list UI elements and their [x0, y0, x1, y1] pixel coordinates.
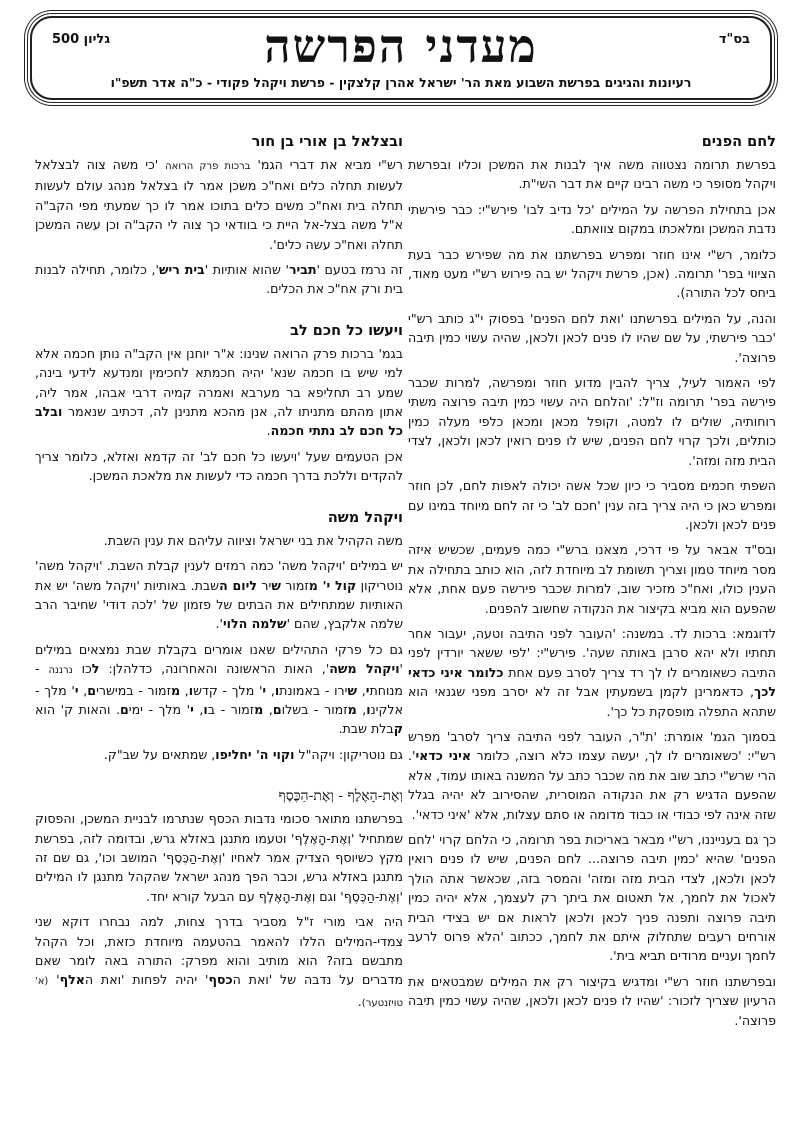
- issue-number: גליון 500: [52, 32, 111, 47]
- text-run: - מנוחת: [35, 661, 403, 698]
- bold-text: ו: [366, 701, 371, 717]
- left-column: [35, 132, 403, 1035]
- bold-text: ם: [87, 682, 97, 698]
- paragraph: [35, 447, 403, 486]
- small-text: נרננה: [48, 665, 73, 677]
- bold-text: י: [262, 682, 267, 698]
- article-section: [35, 786, 403, 1013]
- masthead-frame: [30, 16, 772, 100]
- paragraph: [35, 912, 403, 1013]
- bold-text: ם: [272, 701, 282, 717]
- text-run: זמור: [280, 577, 309, 593]
- text-run: בסמוך הגמ' אומרת: 'ת"ר, העובר לפני התיבה צריך לסרב' מפרש רש"י: 'כשאומרים לו לך, יעשה עצמו כלא רוצה, כלומר: [408, 728, 776, 764]
- bold-text: ו: [188, 682, 194, 698]
- bold-text: י: [74, 682, 79, 698]
- paragraph: [408, 155, 776, 194]
- paragraph: [35, 640, 403, 739]
- bsd-mark: בס"ד: [718, 32, 750, 47]
- text-run: . והאות ק' הוא: [35, 701, 120, 717]
- text-run: שבת. באותיות 'ויקהל משה' יש את האותיות שמתחילים את הבתים של פזמון של 'לכה דודי' שחיבר הרב שלמה אלקבץ, שהם ': [35, 577, 403, 632]
- bold-text: שלמה הלוי: [222, 616, 287, 632]
- text-run: היה אבי מורי ז"ל מסביר בדרך צחות, למה נבחרו דוקא שני צמדי-המילים הללו להאמר בהטעמה מיוחדת כזאת, וכל הקהל מתבשם בזה? הוא מותיב והוא מפרק: התורה באה לומר שאם מדברים על נדבה של 'ואת ה: [35, 914, 403, 988]
- text-run: ,: [193, 701, 204, 717]
- text-run: ,: [356, 701, 367, 717]
- text-run: גם כל פרקי התהילים שאנו אומרים בקבלת שבת נמצאים במילים ': [35, 641, 403, 677]
- text-run: יש במילים 'ויקהל משה' כמה רמזים לענין קבלת השבת. 'ויקהל משה' נוטריקון: [35, 558, 404, 593]
- bold-text: כסף: [208, 972, 233, 988]
- paragraph: [35, 260, 403, 299]
- paragraph: [35, 531, 403, 550]
- text-run: בגמ' ברכות פרק הרואה שנינו: א"ר יוחנן אין הקב"ה נותן חכמה אלא למי שיש בו חכמה שנא' יהיה חכמתא לחכימין ומנדעא לידעי בינה, שמע רב תחליפא בר מערבא ואמרה קמיה דרבי אבהו, אמר ליה, אתון מהתם מתניתו לה, אנן מהכא מתנינן לה, דכתיב שנאמר: [35, 345, 403, 420]
- text-run: ', כלומר, תחילה לבנות בית ורק אח"כ את הכלים.: [35, 262, 403, 297]
- text-run: ' מלך - אלקינ: [35, 682, 403, 717]
- section-title: ויעשו כל חכם לב: [290, 322, 403, 339]
- text-run: '.: [215, 616, 223, 632]
- text-run: ' מלך - קדש: [193, 682, 263, 698]
- text-run: אכן בתחילת הפרשה על המילים 'כל נדיב לבו' פירש"י: כבר פירשתי נדבת המשכן ומלאכתו במקום צוואתם.: [408, 201, 776, 237]
- text-run: לפי האמור לעיל, צריך להבין מדוע חוזר ומפרשה, למרות שכבר פירשה בפר' תרומה וז"ל: 'והלחם היה עשוי כמין תיבה פרוצה משתי רוחותיה, שולים לו למטה, וקופל מכאן ומכאן כלפי מעלה כמין כותלים, ולכך קרוי לחם הפנים, שיש לו פנים רואין לכאן ולכאן, לצדי הבית מזה ומזה'.: [408, 375, 776, 468]
- text-run: כלומר, רש"י אינו חוזר ומפרש בפרשתנו את מה שפירש כבר בעת הציווי בפר' תרומה. (אכן, פרשת ויקהל יש בה פירוש רש"י מעט מאוד, ביחס לכל התורה).: [408, 246, 776, 301]
- paragraph: [35, 809, 403, 906]
- small-text: ברכות פרק הרואה: [165, 161, 251, 172]
- text-run: זמור - בשלו: [281, 701, 348, 717]
- bold-text: כלומר איני כדאי לכך: [408, 664, 776, 700]
- bold-text: מ: [170, 682, 181, 698]
- bold-text: ם: [119, 701, 129, 717]
- bold-text: ש: [271, 577, 281, 593]
- bold-text: קול י' מ: [308, 577, 357, 593]
- article-section: [35, 132, 403, 299]
- text-run: ובס"ד אבאר על פי דרכי, מצאנו ברש"י כמה פעמים, שכשיש איזה מסר מיוחד טמון וצריך תשומת לב מיוחדת לזה, הוא כותב בתחילה את הענין כולו, ואח"כ מזכיר שוב, למרות שכבר פירשה פעם אחת, אלא שהפעם הוא מביא בקיצור את הנקודה שחשוב להפנים.: [408, 542, 776, 616]
- text-run: בפרשת תרומה נצטווה משה איך לבנות את המשכן וכליו ובפרשת ויקהל מסופר כי משה רבינו קיים את דבר השי"ת.: [408, 157, 776, 192]
- paragraph: [35, 344, 403, 441]
- text-run: .: [266, 423, 271, 439]
- text-run: זה נרמז בטעם ': [316, 262, 404, 278]
- text-run: רש"י מביא את דברי הגמ': [250, 157, 403, 172]
- paragraph: [408, 245, 776, 303]
- paragraph: [408, 624, 776, 721]
- text-run: ': [48, 972, 60, 988]
- text-run: אכן הטעמים שעל 'ויעשו כל חכם לב' זה קדמא ואזלא, כלומר צריך להקדים וללכת בדרך חכמה כדי לעשות את מלאכת המשכן.: [35, 448, 403, 484]
- text-run: , שמתאים על שב"ק.: [103, 746, 216, 762]
- text-run: ירו - באמונת: [279, 682, 348, 698]
- text-run: ', האות הראשונה והאחרונה, כדלהלן:: [99, 661, 330, 677]
- page-title: מעדני הפרשה: [264, 19, 538, 73]
- text-run: , כדאמרינן לקמן בשמעתין אבל זה לא יסרב מפני שגנאי הוא שתהא התפלה מופסקת כל כך'.: [408, 684, 776, 719]
- paragraph: [408, 476, 776, 534]
- bold-text: תביר: [288, 262, 317, 278]
- paragraph: [408, 972, 776, 1030]
- text-run: '. הרי שרש"י כתב שוב את מה שכבר כתב על המשנה באותו עמוד, אלא שהפעם הדגיש רק את הנקודה המוסרית, שהסירוב לא יהיה בגלל שזה אינה לפי כבודי או כבוד מדומה או סתם עצלות, אלא 'איני כדאי'.: [408, 748, 776, 822]
- page-subtitle: רעיונות והגיגים בפרשת השבוע מאת הר' ישראל אהרן קלצקין - פרשת ויקהל פקודי - כ"ה אדר תשפ"ו: [110, 75, 692, 90]
- bold-text: מ: [254, 701, 264, 717]
- text-run: בפרשתנו מתואר סכומי נדבות הכסף שנתרמו לבניית המשכן, והפסוק שמתחיל 'וְאֶת-הָאֶלֶף' וטעמו מתנגן באזלא גרש, ובדומה לזה, בפרשת מקץ כשיוסף הצדיק אמר לאחיו 'וְאֶת-הַכֶּסֶף' המושב וכו', גם שם זה מתנגן באזלא גרש, וכבר הפך מנהג ישראל שהקהל מתנגן לו המילים 'וְאֶת-הַכֶּסֶף' וגם וְאֶת-הָאֶלֶף עם הבעל קורא יחד.: [35, 811, 403, 904]
- text-run: והנה, על המילים בפרשתנו 'ואת לחם הפנים' בפסוק י"ג כותב רש"י 'כבר פירשתי, על שם שהיו לו פנים לכאן ולכאן, שהיה עשוי כמין תיבה פרוצה'.: [408, 310, 776, 365]
- text-run: .: [357, 993, 362, 1009]
- bold-text: ובלב כל חכם לב נתתי חכמה: [35, 404, 403, 439]
- bold-text: אלף: [59, 972, 85, 988]
- bold-text: ל: [91, 661, 100, 677]
- text-run: משה הקהיל את בני ישראל וציווה עליהם את ענין השבת.: [103, 532, 403, 548]
- bold-text: ו: [203, 701, 208, 717]
- paragraph: [408, 309, 776, 367]
- bold-text: ש: [347, 682, 358, 698]
- text-run: זמור - במישרי: [96, 682, 171, 698]
- paragraph: [408, 540, 776, 618]
- article-section: [408, 132, 776, 1030]
- paragraph: [35, 556, 403, 634]
- text-run: ' מלך - ימי: [128, 701, 191, 717]
- text-run: לדוגמא: ברכות לד. במשנה: 'העובר לפני התיבה וטעה, יעבור אחר תחתיו ולא יהא סרבן באותה שעה'. פירש"י: 'לפי ששאר יורדין לפני התיבה כשאומרים לו לך רד צריך לסרב פעם אחת: [408, 625, 776, 680]
- text-run: בלת שבת.: [338, 721, 394, 737]
- text-run: ' שהוא אותיות ': [204, 262, 289, 278]
- bold-text: י: [190, 701, 194, 717]
- bold-text: וקוי ה' יחליפו: [215, 746, 295, 762]
- text-run: ,: [78, 682, 88, 698]
- text-run: השפתי חכמים מסביר כי כיון שכל אשה יכולה לאפות לחם, לכן חוזר ומפרש כאן כי היה צריך בזה ענין 'חכם לב' כי זה לחם מיוחד במינו עם פנים לכאן ולכאן.: [408, 478, 776, 532]
- text-run: ,: [263, 701, 273, 717]
- text-run: ,: [266, 682, 275, 698]
- text-run: ' יהיה לפחות 'ואת ה: [84, 972, 209, 988]
- text-run: זמור - ב: [207, 701, 255, 717]
- text-run: יר: [256, 577, 272, 593]
- section-title: וְאֶת-הָאֶלֶף - וְאֶת-הַכֶּסֶף: [278, 788, 403, 805]
- bold-text: ליום ה: [219, 577, 257, 593]
- text-run: גם נוטריקון: ויקה"ל: [294, 746, 403, 762]
- section-title: ויקהל משה: [327, 509, 403, 526]
- small-text: (א' טויזנטער): [35, 976, 403, 1009]
- text-run: כו: [72, 661, 92, 677]
- paragraph: [408, 830, 776, 966]
- bold-text: ק: [393, 721, 403, 737]
- article-section: [35, 508, 403, 764]
- section-title: לחם הפנים: [701, 134, 776, 150]
- section-title: ובצלאל בן אורי בן חור: [251, 134, 403, 150]
- text-run: 'כי משה צוה לבצלאל לעשות תחלה כלים ואח"כ משכן אמר לו בצלאל מנהג עולם לעשות תחלה בית ואח"כ משים כלים בתוכו אמר לו כך שמעתי מפי הקב"ה א"ל משה בצל-אל היית כי בוודאי כך צוה לי הקב"ה וכן עשה המשכן תחלה ואח"כ עשה כלים'.: [35, 157, 403, 252]
- text-run: ,: [357, 682, 366, 698]
- bold-text: ו: [274, 682, 280, 698]
- paragraph: [408, 727, 776, 824]
- bold-text: ויקהל משה: [329, 661, 400, 677]
- bold-text: איני כדאי: [415, 748, 472, 764]
- paragraph: [408, 373, 776, 470]
- bold-text: בית ריש: [158, 262, 205, 278]
- right-column: [408, 132, 776, 1052]
- text-run: ,: [180, 682, 189, 698]
- bold-text: י: [365, 682, 370, 698]
- paragraph: [35, 155, 403, 254]
- text-run: כך גם בענייננו, רש"י מבאר באריכות בפר תרומה, כי הלחם קרוי 'לחם הפנים' שהיא 'כמין תיבה פרוצה... לחם הפנים, שיש לו פנים רואין לכאן ולכאן, לצדי הבית מזה ומזה' והמסר בזה, שכאשר אתה הולך לאכול את לחמך, אל תאטום את ביתך רק לעצמך, אלא יהיה כמין תיבה פרוצה ותפנה פניך לכאן ולכאן לראות אם יש בצידי הבית אורחים רעבים שתחלוק איתם את לחמך, ככתוב 'הלא פרוס לרעב לחמך ועניים מרודים תביא בית'.: [408, 832, 776, 964]
- paragraph: [408, 200, 776, 239]
- paragraph: [35, 745, 403, 764]
- text-run: ובפרשתנו חוזר רש"י ומדגיש בקיצור רק את המילים שמבטאים את הרעיון שצריך לזכור: 'שהיו לו פנים לכאן ולכאן, שהיה עשוי כמין תיבה פרוצה'.: [408, 973, 776, 1028]
- article-section: [35, 321, 403, 486]
- bold-text: מ: [347, 701, 357, 717]
